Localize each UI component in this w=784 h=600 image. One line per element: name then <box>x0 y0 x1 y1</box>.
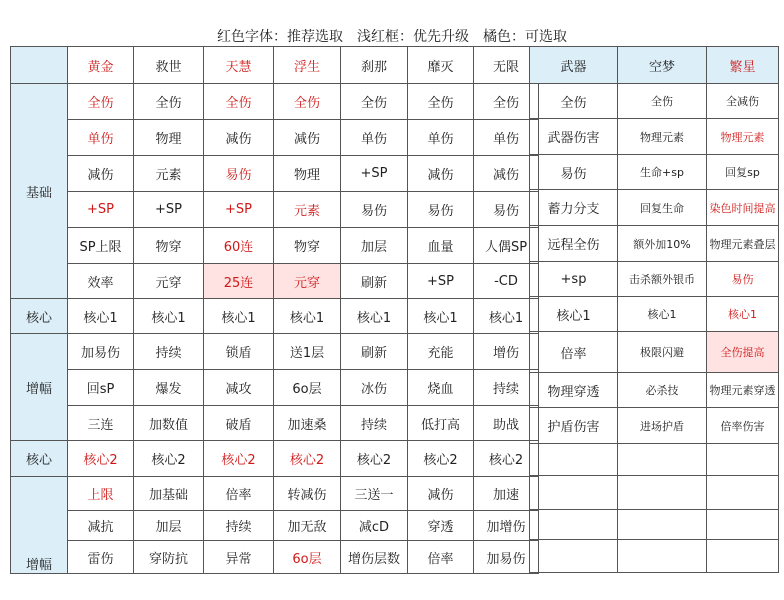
table-cell: +SP <box>134 192 204 228</box>
table-cell: 核心2 <box>68 441 134 477</box>
table-cell: 加易伤 <box>474 541 539 574</box>
weapon-attribute-name: 倍率 <box>530 332 618 373</box>
weapon-cell: 击杀额外银币 <box>618 262 707 297</box>
left-attribute-table <box>10 46 539 574</box>
table-cell: 助战 <box>474 406 539 441</box>
table-row <box>11 370 539 406</box>
table-cell: 减cD <box>341 511 408 541</box>
weapon-cell: 染色时间提高 <box>707 190 779 226</box>
table-cell: 全伤 <box>341 84 408 120</box>
weapon-cell: 全伤 <box>618 84 707 119</box>
weapon-cell <box>618 510 707 540</box>
weapon-attribute-name <box>530 444 618 476</box>
weapon-row <box>530 332 779 373</box>
category-label: 增幅 <box>11 334 68 441</box>
table-cell: 效率 <box>68 264 134 299</box>
table-cell: 加层 <box>134 511 204 541</box>
weapon-row <box>530 155 779 190</box>
table-cell: 加层 <box>341 228 408 264</box>
weapon-cell: 物理元素叠层 <box>707 226 779 262</box>
weapon-cell: 全伤提高 <box>707 332 779 373</box>
table-cell: 刷新 <box>341 264 408 299</box>
table-cell: +SP <box>341 156 408 192</box>
table-cell: 爆发 <box>134 370 204 406</box>
weapon-cell: 核心1 <box>618 297 707 332</box>
table-cell: 全伤 <box>68 84 134 120</box>
table-cell: 元素 <box>134 156 204 192</box>
table-cell: 转减伤 <box>274 477 341 511</box>
table-row <box>11 192 539 228</box>
table-cell: 核心1 <box>341 299 408 334</box>
table-row <box>11 156 539 192</box>
category-label: 核心 <box>11 441 68 477</box>
column-header: 救世 <box>134 47 204 84</box>
table-cell: 25连 <box>204 264 274 299</box>
table-cell: 三连 <box>68 406 134 441</box>
weapon-cell: 全减伤 <box>707 84 779 119</box>
table-cell: 全伤 <box>134 84 204 120</box>
weapon-cell: 物理元素 <box>618 119 707 155</box>
column-header: 浮生 <box>274 47 341 84</box>
table-cell: 加基础 <box>134 477 204 511</box>
table-cell: 持续 <box>341 406 408 441</box>
weapon-attribute-name: +sp <box>530 262 618 297</box>
table-row <box>11 511 539 541</box>
table-cell: 加速桑 <box>274 406 341 441</box>
weapon-row <box>530 262 779 297</box>
table-cell: 锁盾 <box>204 334 274 370</box>
weapon-cell: 核心1 <box>707 297 779 332</box>
table-cell: 异常 <box>204 541 274 574</box>
table-cell: 元穿 <box>274 264 341 299</box>
table-cell: 物理 <box>134 120 204 156</box>
table-cell: 增伤层数 <box>341 541 408 574</box>
weapon-cell <box>707 444 779 476</box>
table-cell: 核心1 <box>408 299 474 334</box>
weapon-row <box>530 190 779 226</box>
weapon-row <box>530 297 779 332</box>
table-cell: 穿透 <box>408 511 474 541</box>
table-row <box>11 84 539 120</box>
table-cell: 刷新 <box>341 334 408 370</box>
table-cell: 核心2 <box>408 441 474 477</box>
table-cell: 核心1 <box>204 299 274 334</box>
table-cell: 60连 <box>204 228 274 264</box>
table-cell: 易伤 <box>341 192 408 228</box>
table-cell: 倍率 <box>204 477 274 511</box>
table-cell: 核心2 <box>134 441 204 477</box>
table-cell: 减伤 <box>274 120 341 156</box>
table-cell: 核心2 <box>204 441 274 477</box>
table-cell: 物穿 <box>134 228 204 264</box>
table-cell: -CD <box>474 264 539 299</box>
table-cell: 减伤 <box>204 120 274 156</box>
column-header: 无限 <box>474 47 539 84</box>
weapon-row <box>530 408 779 444</box>
table-cell: 低打高 <box>408 406 474 441</box>
weapon-attribute-table <box>529 46 779 573</box>
weapon-row <box>530 119 779 155</box>
weapon-cell: 物理元素穿透 <box>707 373 779 408</box>
table-cell: 全伤 <box>274 84 341 120</box>
category-header-corner <box>11 47 68 84</box>
table-cell: 持续 <box>474 370 539 406</box>
weapon-attribute-name: 武器伤害 <box>530 119 618 155</box>
weapon-cell: 必杀技 <box>618 373 707 408</box>
weapon-cell <box>707 510 779 540</box>
table-cell: 增伤 <box>474 334 539 370</box>
weapon-row <box>530 84 779 119</box>
table-cell: 单伤 <box>474 120 539 156</box>
table-cell: 雷伤 <box>68 541 134 574</box>
weapon-column-header: 武器 <box>530 47 618 84</box>
weapon-cell <box>707 476 779 510</box>
table-cell: +SP <box>408 264 474 299</box>
table-row <box>11 441 539 477</box>
table-cell: 倍率 <box>408 541 474 574</box>
table-cell: 核心1 <box>274 299 341 334</box>
category-label: 核心 <box>11 299 68 334</box>
table-cell: 加数值 <box>134 406 204 441</box>
weapon-cell <box>618 444 707 476</box>
table-cell: 6o层 <box>274 541 341 574</box>
table-row <box>11 228 539 264</box>
table-row <box>11 334 539 370</box>
table-cell: 核心2 <box>341 441 408 477</box>
table-cell: 回sP <box>68 370 134 406</box>
table-cell: 上限 <box>68 477 134 511</box>
weapon-cell: 额外加10% <box>618 226 707 262</box>
table-cell: 物理 <box>274 156 341 192</box>
table-cell: 全伤 <box>204 84 274 120</box>
weapon-attribute-name <box>530 540 618 573</box>
table-cell: 三送一 <box>341 477 408 511</box>
table-cell: 6o层 <box>274 370 341 406</box>
table-cell: 易伤 <box>204 156 274 192</box>
weapon-attribute-name: 蓄力分支 <box>530 190 618 226</box>
weapon-attribute-name: 易伤 <box>530 155 618 190</box>
weapon-row <box>530 373 779 408</box>
weapon-cell: 物理元素 <box>707 119 779 155</box>
table-cell: 单伤 <box>68 120 134 156</box>
weapon-cell: 生命+sp <box>618 155 707 190</box>
table-row <box>11 406 539 441</box>
table-row <box>11 264 539 299</box>
table-cell: 减伤 <box>408 477 474 511</box>
table-cell: SP上限 <box>68 228 134 264</box>
table-cell: 穿防抗 <box>134 541 204 574</box>
table-cell: 充能 <box>408 334 474 370</box>
legend-caption: 红色字体：推荐选取 浅红框：优先升级 橘色：可选取 <box>217 29 567 45</box>
table-cell: 物穿 <box>274 228 341 264</box>
table-cell: 单伤 <box>408 120 474 156</box>
weapon-cell <box>618 476 707 510</box>
column-header: 刹那 <box>341 47 408 84</box>
table-cell: +SP <box>68 192 134 228</box>
table-cell: 破盾 <box>204 406 274 441</box>
table-cell: 减伤 <box>68 156 134 192</box>
table-row <box>11 120 539 156</box>
table-cell: 核心1 <box>68 299 134 334</box>
weapon-row <box>530 510 779 540</box>
weapon-row <box>530 476 779 510</box>
table-cell: 减伤 <box>474 156 539 192</box>
weapon-attribute-name <box>530 510 618 540</box>
table-cell: 核心2 <box>274 441 341 477</box>
weapon-attribute-name: 远程全伤 <box>530 226 618 262</box>
table-cell: 核心2 <box>474 441 539 477</box>
table-cell: 元素 <box>274 192 341 228</box>
weapon-cell: 易伤 <box>707 262 779 297</box>
column-header: 黄金 <box>68 47 134 84</box>
weapon-cell: 进场护盾 <box>618 408 707 444</box>
table-cell: +SP <box>204 192 274 228</box>
table-cell: 加易伤 <box>68 334 134 370</box>
table-cell: 人偶SP <box>474 228 539 264</box>
weapon-cell: 倍率伤害 <box>707 408 779 444</box>
weapon-attribute-name: 护盾伤害 <box>530 408 618 444</box>
table-row <box>11 541 539 574</box>
weapon-attribute-name <box>530 476 618 510</box>
column-header: 靡灭 <box>408 47 474 84</box>
weapon-attribute-name: 核心1 <box>530 297 618 332</box>
table-cell: 全伤 <box>408 84 474 120</box>
table-row <box>11 299 539 334</box>
weapon-attribute-name: 物理穿透 <box>530 373 618 408</box>
weapon-attribute-name: 全伤 <box>530 84 618 119</box>
weapon-cell: 回复sp <box>707 155 779 190</box>
table-row <box>11 477 539 511</box>
weapon-row <box>530 226 779 262</box>
weapon-row <box>530 540 779 573</box>
table-cell: 持续 <box>134 334 204 370</box>
weapon-cell <box>618 540 707 573</box>
table-cell: 全伤 <box>474 84 539 120</box>
weapon-cell: 极限闪避 <box>618 332 707 373</box>
table-cell: 核心1 <box>134 299 204 334</box>
table-cell: 血量 <box>408 228 474 264</box>
category-label: 基础 <box>11 84 68 299</box>
table-cell: 元穿 <box>134 264 204 299</box>
table-cell: 减抗 <box>68 511 134 541</box>
table-cell: 送1层 <box>274 334 341 370</box>
table-cell: 核心1 <box>474 299 539 334</box>
weapon-cell: 回复生命 <box>618 190 707 226</box>
table-cell: 冰伤 <box>341 370 408 406</box>
table-cell: 持续 <box>204 511 274 541</box>
table-cell: 加速 <box>474 477 539 511</box>
table-cell: 加无敌 <box>274 511 341 541</box>
table-cell: 减攻 <box>204 370 274 406</box>
table-cell: 单伤 <box>341 120 408 156</box>
table-cell: 烧血 <box>408 370 474 406</box>
weapon-row <box>530 444 779 476</box>
category-label: 增幅 <box>11 477 68 574</box>
column-header: 天慧 <box>204 47 274 84</box>
table-cell: 易伤 <box>474 192 539 228</box>
weapon-column-header: 空梦 <box>618 47 707 84</box>
table-cell: 加增伤 <box>474 511 539 541</box>
weapon-cell <box>707 540 779 573</box>
weapon-column-header: 繁星 <box>707 47 779 84</box>
table-cell: 易伤 <box>408 192 474 228</box>
table-cell: 减伤 <box>408 156 474 192</box>
